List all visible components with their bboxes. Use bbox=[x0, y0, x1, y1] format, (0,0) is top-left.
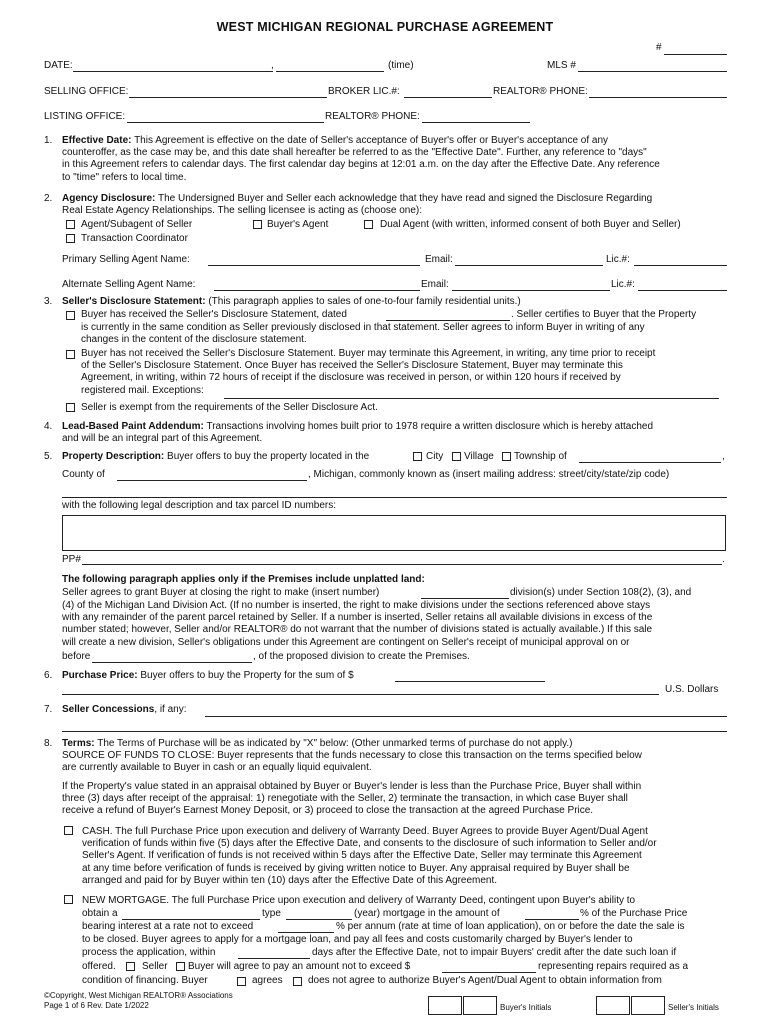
paragraph-line: , of the proposed division to create the Premises. bbox=[253, 651, 470, 662]
section-seller-concessions bbox=[62, 704, 187, 717]
municipality-field[interactable] bbox=[579, 462, 721, 463]
paragraph-line: registered mail. Exceptions: bbox=[81, 384, 204, 396]
broker-lic-label: BROKER LIC.#: bbox=[328, 86, 400, 97]
paragraph-line: are currently available to Buyer in cash or an equally liquid equivalent. bbox=[62, 762, 372, 774]
legal-description-field[interactable] bbox=[62, 515, 726, 551]
mls-field[interactable] bbox=[578, 71, 727, 72]
cash-checkbox[interactable] bbox=[64, 826, 73, 835]
paragraph-line: (year) mortgage in the amount of bbox=[354, 908, 500, 919]
primary-lic-label: Lic.#: bbox=[606, 254, 630, 265]
buyers-agent-checkbox[interactable] bbox=[253, 220, 262, 229]
section-number: 6. bbox=[44, 670, 53, 681]
paragraph-line: agrees bbox=[252, 975, 283, 986]
date-field[interactable] bbox=[73, 71, 273, 72]
date-comma: , bbox=[271, 60, 274, 71]
mailing-address-field[interactable] bbox=[62, 497, 727, 498]
purchase-price-amount-field[interactable] bbox=[395, 681, 545, 682]
mls-label: MLS # bbox=[547, 60, 576, 71]
section-sellers-disclosure bbox=[62, 296, 521, 309]
buyers-initials-label: Buyer's Initials bbox=[500, 1003, 552, 1012]
time-label: (time) bbox=[388, 60, 414, 71]
transaction-coordinator-label: Transaction Coordinator bbox=[81, 233, 188, 244]
us-dollars-label: U.S. Dollars bbox=[665, 684, 719, 695]
dual-agent-checkbox[interactable] bbox=[364, 220, 373, 229]
paragraph-line: division(s) under Section 108(2), (3), and bbox=[510, 587, 692, 598]
dual-agent-label: Dual Agent (with written, informed consent of both Buyer and Seller) bbox=[380, 219, 681, 230]
repairs-amount-field[interactable] bbox=[442, 972, 536, 973]
section-effective-date bbox=[62, 135, 727, 184]
paragraph-line: obtain a bbox=[82, 908, 118, 919]
exceptions-field[interactable] bbox=[224, 398, 719, 399]
paragraph-line: Real Estate Agency Relationships. The selling licensee is acting as (choose one): bbox=[62, 205, 423, 217]
township-checkbox[interactable] bbox=[502, 452, 511, 461]
paragraph-line: days after the Effective Date, not to impair Buyers' credit after the date such loan if bbox=[312, 947, 677, 958]
buyers-agent-label: Buyer's Agent bbox=[267, 219, 329, 230]
paragraph-line: (4) of the Michigan Land Division Act. (If no number is inserted, the right to make divisions under the sections referenced above stays bbox=[62, 600, 651, 611]
paragraph-line: arranged and paid for by Buyer within ten (10) days after the Effective Date of this Agreement. bbox=[82, 874, 498, 886]
section-heading: Effective Date: bbox=[62, 135, 132, 146]
section-lead-paint bbox=[62, 421, 727, 445]
paragraph-line: to "time" refers to local time. bbox=[62, 171, 187, 183]
pp-tail: . bbox=[722, 554, 725, 565]
section-purchase-price bbox=[62, 670, 354, 683]
paragraph-line: Buyer has received the Seller's Disclosure Statement, dated bbox=[81, 309, 347, 320]
section-number: 4. bbox=[44, 421, 53, 432]
section-number: 7. bbox=[44, 704, 53, 715]
new-mortgage-checkbox[interactable] bbox=[64, 895, 73, 904]
paragraph-line: SOURCE OF FUNDS TO CLOSE: Buyer represents that the funds necessary to close this transaction on the terms specified below bbox=[62, 750, 642, 762]
agent-subagent-checkbox[interactable] bbox=[66, 220, 75, 229]
alternate-email-label: Email: bbox=[421, 279, 449, 290]
paragraph-line: bearing interest at a rate not to exceed bbox=[82, 921, 254, 932]
selling-office-field[interactable] bbox=[129, 97, 327, 98]
county-tail-text: , Michigan, commonly known as (insert mailing address: street/city/state/zip code) bbox=[308, 469, 670, 480]
paragraph-line: % per annum (rate at time of loan application), on or before the date the sale is bbox=[336, 921, 685, 932]
paragraph-line: offered. bbox=[82, 961, 116, 972]
paragraph-line: . Seller certifies to Buyer that the Property bbox=[511, 309, 697, 320]
buyer-does-not-agree-checkbox[interactable] bbox=[293, 977, 302, 986]
paragraph-line: is currently in the same condition as Seller previously disclosed in that statement. Seller agrees to inform Buyer in writing of any bbox=[81, 322, 645, 333]
paragraph-line: (This paragraph applies to sales of one-to-four family residential units.) bbox=[208, 296, 521, 307]
paragraph-line: Transactions involving homes built prior to 1978 require a written disclosure which is hereby attached bbox=[206, 421, 654, 432]
section-number: 2. bbox=[44, 193, 53, 204]
listing-realtor-phone-field[interactable] bbox=[422, 122, 530, 123]
pp-number-field[interactable] bbox=[82, 564, 722, 565]
sellers-initials-label: Seller's Initials bbox=[668, 1003, 719, 1012]
paragraph-line: Buyer will agree to pay an amount not to exceed $ bbox=[188, 961, 411, 972]
primary-email-field[interactable] bbox=[455, 265, 603, 266]
appraisal-paragraph bbox=[62, 781, 727, 818]
county-label: County of bbox=[62, 469, 105, 480]
section-heading: Purchase Price: bbox=[62, 670, 138, 681]
agent-subagent-label: Agent/Subagent of Seller bbox=[81, 219, 193, 230]
received-disclosure-checkbox[interactable] bbox=[66, 311, 75, 320]
primary-agent-label: Primary Selling Agent Name: bbox=[62, 254, 190, 265]
listing-office-field[interactable] bbox=[127, 122, 324, 123]
section-terms bbox=[62, 738, 727, 775]
paragraph-line: This Agreement is effective on the date of Seller's acceptance of Buyer's offer or Buyer's acceptance of any bbox=[134, 135, 609, 146]
purchase-price-words-field[interactable] bbox=[62, 694, 659, 695]
broker-lic-field[interactable] bbox=[404, 97, 492, 98]
transaction-coordinator-checkbox[interactable] bbox=[66, 234, 75, 243]
township-label: Township of bbox=[514, 451, 567, 462]
agreement-number-label: # bbox=[656, 42, 662, 53]
section-agency-disclosure bbox=[62, 193, 727, 217]
paragraph-line: The Terms of Purchase will be as indicated by "X" below: (Other unmarked terms of purchase do not apply.) bbox=[97, 738, 573, 749]
unplatted-text bbox=[62, 600, 727, 649]
mortgage-type-field[interactable] bbox=[122, 919, 260, 920]
not-received-disclosure-text bbox=[81, 348, 727, 397]
buyer-initials-box-1[interactable] bbox=[428, 996, 462, 1015]
buyer-repairs-checkbox[interactable] bbox=[176, 962, 185, 971]
mortgage-percent-field[interactable] bbox=[525, 919, 579, 920]
alternate-email-field[interactable] bbox=[452, 290, 610, 291]
mortgage-years-field[interactable] bbox=[286, 919, 352, 920]
paragraph-line: does not agree to authorize Buyer's Agent/Dual Agent to obtain information from bbox=[308, 975, 662, 986]
listing-office-label: LISTING OFFICE: bbox=[44, 111, 126, 122]
buyer-agrees-checkbox[interactable] bbox=[237, 977, 246, 986]
not-received-disclosure-checkbox[interactable] bbox=[66, 350, 75, 359]
section-property-description bbox=[62, 451, 369, 464]
page-number-text: Page 1 of 6 Rev. Date 1/2022 bbox=[44, 1001, 149, 1010]
paragraph-line: counteroffer, as the case may be, and this date shall hereafter be referred to as the "Effective Date". Further, any reference to "days" bbox=[62, 147, 647, 159]
paragraph-line: in this Agreement refers to calendar days. The first calendar day begins at 12:01 a.m. on the day after the Effective Date. Any reference bbox=[62, 159, 660, 171]
cash-paragraph bbox=[82, 826, 727, 887]
legal-description-label: with the following legal description and tax parcel ID numbers: bbox=[62, 500, 337, 511]
seller-concessions-field-2[interactable] bbox=[62, 731, 727, 732]
interest-rate-field[interactable] bbox=[278, 932, 334, 933]
paragraph-line: The Undersigned Buyer and Seller each acknowledge that they have read and signed the Disclosure Regarding bbox=[157, 193, 653, 204]
section-heading: Lead-Based Paint Addendum: bbox=[62, 421, 204, 432]
time-field[interactable] bbox=[276, 71, 384, 72]
alternate-lic-label: Lic.#: bbox=[611, 279, 635, 290]
disclosure-date-field[interactable] bbox=[386, 320, 510, 321]
divisions-number-field[interactable] bbox=[421, 598, 509, 599]
paragraph-line: Seller is exempt from the requirements of the Seller Disclosure Act. bbox=[81, 402, 378, 413]
alternate-agent-field[interactable] bbox=[214, 290, 420, 291]
section-heading: Property Description: bbox=[62, 451, 165, 462]
seller-initials-box-1[interactable] bbox=[596, 996, 630, 1015]
paragraph-line: , if any: bbox=[154, 704, 187, 715]
paragraph-line: will create a new division, Seller's obligations under this Agreement are contingent on Seller's receipt of municipal approval on or bbox=[62, 636, 630, 648]
paragraph-line: Seller agrees to grant Buyer at closing the right to make (insert number) bbox=[62, 587, 380, 598]
realtor-phone-field[interactable] bbox=[589, 97, 727, 98]
section-number: 8. bbox=[44, 738, 53, 749]
municipality-comma: , bbox=[722, 451, 725, 462]
paragraph-line: Buyer offers to buy the Property for the sum of $ bbox=[140, 670, 354, 681]
realtor-phone-label: REALTOR® PHONE: bbox=[493, 86, 588, 97]
section-heading: Terms: bbox=[62, 738, 95, 749]
paragraph-line: to be closed. Buyer agrees to apply for a mortgage loan, and pay all fees and costs customarily charged by Buyer's lender to bbox=[82, 934, 633, 945]
seller-concessions-field[interactable] bbox=[205, 716, 727, 717]
approval-date-field[interactable] bbox=[92, 662, 252, 663]
primary-lic-field[interactable] bbox=[634, 265, 727, 266]
paragraph-line: CASH. The full Purchase Price upon execution and delivery of Warranty Deed. Buyer Agrees to provide Buyer Agent/Dual Agent bbox=[82, 826, 648, 837]
paragraph-line: NEW MORTGAGE. The full Purchase Price upon execution and delivery of Warranty Deed, contingent upon Buyer's ability to bbox=[82, 895, 636, 906]
city-checkbox[interactable] bbox=[413, 452, 422, 461]
application-days-field[interactable] bbox=[238, 958, 310, 959]
primary-email-label: Email: bbox=[425, 254, 453, 265]
alternate-lic-field[interactable] bbox=[638, 290, 727, 291]
paragraph-line: at any time before verification of funds is received by giving written notice to Buyer. Any appraisal required by Buyer shall be bbox=[82, 862, 630, 874]
paragraph-line: Seller's Agent. If verification of funds is not received within 5 days after the Effective Date, Seller may terminate this Agreement bbox=[82, 850, 642, 862]
section-heading: Seller's Disclosure Statement: bbox=[62, 296, 206, 307]
paragraph-line: Buyer has not received the Seller's Disclosure Statement. Buyer may terminate this Agreement, in writing, any time prior to receipt bbox=[81, 348, 656, 359]
paragraph-line: changes in the content of the disclosure statement. bbox=[81, 334, 307, 346]
section-number: 1. bbox=[44, 135, 53, 146]
city-label: City bbox=[426, 451, 444, 462]
paragraph-line: If the Property's value stated in an appraisal obtained by Buyer or Buyer's lender is less than the Purchase Price, Buyer shall within bbox=[62, 781, 642, 792]
paragraph-line: with any remainder of the parent parcel retained by Seller. If a number is inserted, Seller retains all available divisions in excess of the bbox=[62, 612, 653, 624]
unplatted-heading: The following paragraph applies only if the Premises include unplatted land: bbox=[62, 574, 425, 585]
selling-office-label: SELLING OFFICE: bbox=[44, 86, 129, 97]
paragraph-line: representing repairs required as a bbox=[538, 961, 689, 972]
buyer-initials-box-2[interactable] bbox=[463, 996, 497, 1015]
section-number: 3. bbox=[44, 296, 53, 307]
document-title: WEST MICHIGAN REGIONAL PURCHASE AGREEMENT bbox=[216, 20, 554, 34]
alternate-agent-label: Alternate Selling Agent Name: bbox=[62, 279, 196, 290]
paragraph-line: Buyer offers to buy the property located in the bbox=[167, 451, 370, 462]
paragraph-line: type bbox=[262, 908, 281, 919]
section-heading: Agency Disclosure: bbox=[62, 193, 156, 204]
paragraph-line: and will be an integral part of this Agreement. bbox=[62, 433, 263, 445]
seller-repairs-checkbox[interactable] bbox=[126, 962, 135, 971]
paragraph-line: three (3) days after receipt of the appraisal: 1) renegotiate with the Seller, 2) terminate the transaction, in which case Buyer shall bbox=[62, 793, 628, 805]
paragraph-line: process the application, within bbox=[82, 947, 216, 958]
paragraph-line: condition of financing. Buyer bbox=[82, 975, 208, 986]
primary-agent-field[interactable] bbox=[208, 265, 420, 266]
county-field[interactable] bbox=[117, 480, 307, 481]
paragraph-line: verification of funds within five (5) days after the Effective Date, and consents to the disclosure of such information to Seller and/or bbox=[82, 838, 657, 850]
village-checkbox[interactable] bbox=[452, 452, 461, 461]
paragraph-line: % of the Purchase Price bbox=[580, 908, 688, 919]
listing-realtor-phone-label: REALTOR® PHONE: bbox=[325, 111, 420, 122]
agreement-number-field[interactable] bbox=[664, 54, 727, 55]
copyright-text: ©Copyright, West Michigan REALTOR® Associations bbox=[44, 991, 233, 1000]
paragraph-line: before bbox=[62, 651, 91, 662]
paragraph-line: Seller bbox=[142, 961, 168, 972]
seller-initials-box-2[interactable] bbox=[631, 996, 665, 1015]
village-label: Village bbox=[464, 451, 494, 462]
received-disclosure-text bbox=[81, 322, 727, 346]
paragraph-line: Agreement, in writing, within 72 hours of receipt if the disclosure was received in person, or within 120 hours if received by bbox=[81, 372, 621, 384]
section-heading: Seller Concessions bbox=[62, 704, 155, 715]
paragraph-line: number stated; however, Seller and/or REALTOR® do not warrant that the number of divisions stated is actually available.) If this sale bbox=[62, 624, 653, 636]
pp-label: PP# bbox=[62, 554, 81, 565]
paragraph-line: receive a refund of Buyer's Earnest Money Deposit, or 3) proceed to close the transaction at the agreed Purchase Price. bbox=[62, 805, 594, 817]
paragraph-line: of the Seller's Disclosure Statement. Once Buyer has received the Seller's Disclosure Statement, Buyer may terminate this bbox=[81, 360, 623, 372]
section-number: 5. bbox=[44, 451, 53, 462]
exempt-disclosure-checkbox[interactable] bbox=[66, 403, 75, 412]
date-label: DATE: bbox=[44, 60, 73, 71]
